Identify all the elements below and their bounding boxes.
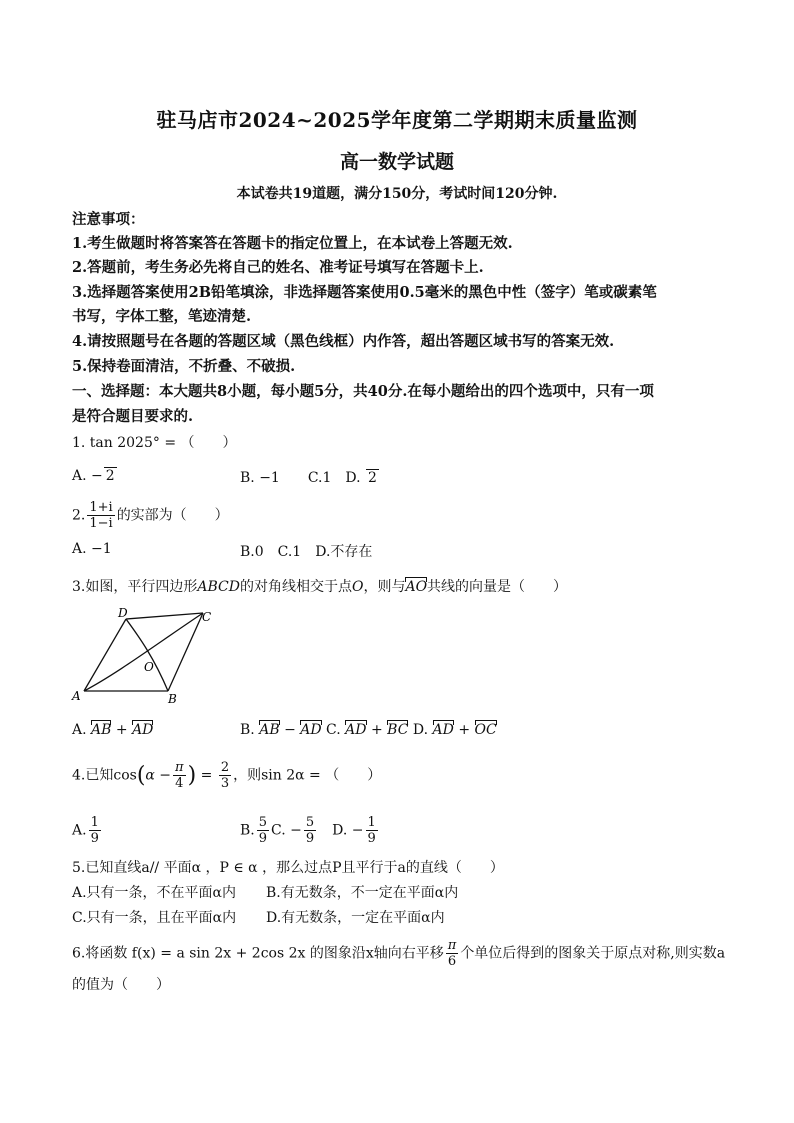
question-5-stem: 5.已知直线a// 平面α ，P ∈ α ，那么过点P且平行于a的直线（ ） bbox=[72, 860, 504, 876]
question-2-option-a: A. −1 bbox=[72, 541, 112, 557]
question-4-options-bcd: B. $\frac{5}{9}$ C. − $\frac{5}{9}$ D. − $\frac{1}{9}$ bbox=[240, 815, 376, 846]
question-3-stem: 3.如图，平行四边形ABCD的对角线相交于点O，则与AO共线的向量是（ ） bbox=[72, 579, 568, 595]
question-5-option-a: A.只有一条，不在平面α内 bbox=[72, 885, 237, 901]
question-2-stem: 2. $\frac{1+i}{1-i}$ 的实部为（ ） bbox=[72, 500, 229, 531]
note-item: 4.请按照题号在各题的答题区域（黑色线框）内作答，超出答题区域书写的答案无效. bbox=[72, 333, 615, 350]
parallelogram-figure bbox=[68, 603, 218, 708]
label-a: A bbox=[72, 689, 81, 703]
question-1-stem: 1. tan 2025° = （ ） bbox=[72, 435, 237, 451]
question-1-options-bcd: B. −1 C.1 D. 2 bbox=[240, 470, 377, 486]
label-d: D bbox=[118, 606, 128, 620]
exam-info: 本试卷共19道题，满分150分，考试时间120分钟. bbox=[236, 186, 558, 202]
question-6-stem: 6.将函数 f(x) = a sin 2x + 2cos 2x 的图象沿x轴向右平移 $\frac{\pi}{6}$ 个单位后得到的图象关于原点对称,则实数a bbox=[72, 938, 726, 969]
notes-heading: 注意事项： bbox=[72, 211, 145, 228]
note-item: 1.考生做题时将答案答在答题卡的指定位置上，在本试卷上答题无效. bbox=[72, 235, 513, 252]
diagonal-bd bbox=[126, 619, 168, 691]
note-item: 2.答题前，考生务必先将自己的姓名、准考证号填写在答题卡上. bbox=[72, 259, 484, 276]
question-5-option-b: B.有无数条，不一定在平面α内 bbox=[266, 885, 459, 901]
exam-title: 驻马店市2024~2025学年度第二学期期末质量监测 bbox=[156, 108, 638, 132]
question-3-options-bcd: B. AB − AD C. AD + BC D. AD + OC bbox=[240, 722, 497, 738]
exam-subject-title: 高一数学试题 bbox=[339, 151, 454, 173]
fraction: $\frac{1+i}{1-i}$ bbox=[89, 500, 113, 531]
edge-dc bbox=[126, 613, 203, 619]
section-heading: 一、选择题：本大题共8小题，每小题5分，共40分.在每小题给出的四个选项中，只有一项 bbox=[72, 383, 654, 400]
question-4-stem: 4.已知cos(α − $\frac{\pi}{4}$ ) = $\frac{2}{3}$ ，则sin 2α = （ ） bbox=[72, 760, 382, 791]
question-5-option-d: D.有无数条，一定在平面α内 bbox=[266, 910, 445, 926]
question-3-option-a: A. AB + AD bbox=[72, 722, 154, 738]
note-item: 3.选择题答案使用2B铅笔填涂，非选择题答案使用0.5毫米的黑色中性（签字）笔或碳素笔 bbox=[72, 284, 657, 301]
section-heading-cont: 是符合题目要求的. bbox=[72, 408, 194, 425]
edge-ad bbox=[84, 619, 126, 691]
question-5-option-c: C.只有一条，且在平面α内 bbox=[72, 910, 237, 926]
label-b: B bbox=[168, 692, 177, 706]
label-c: C bbox=[202, 610, 212, 624]
label-o: O bbox=[144, 660, 154, 674]
question-6-stem-cont: 的值为（ ） bbox=[72, 977, 170, 993]
note-item: 书写，字体工整，笔迹清楚. bbox=[72, 308, 252, 325]
question-4-option-a: A. $\frac{1}{9}$ bbox=[72, 815, 99, 846]
note-item: 5.保持卷面清洁，不折叠、不破损. bbox=[72, 358, 296, 375]
question-2-options-bcd: B.0 C.1 D.不存在 bbox=[240, 544, 373, 560]
question-1-option-a: A. − 2 bbox=[72, 468, 115, 484]
